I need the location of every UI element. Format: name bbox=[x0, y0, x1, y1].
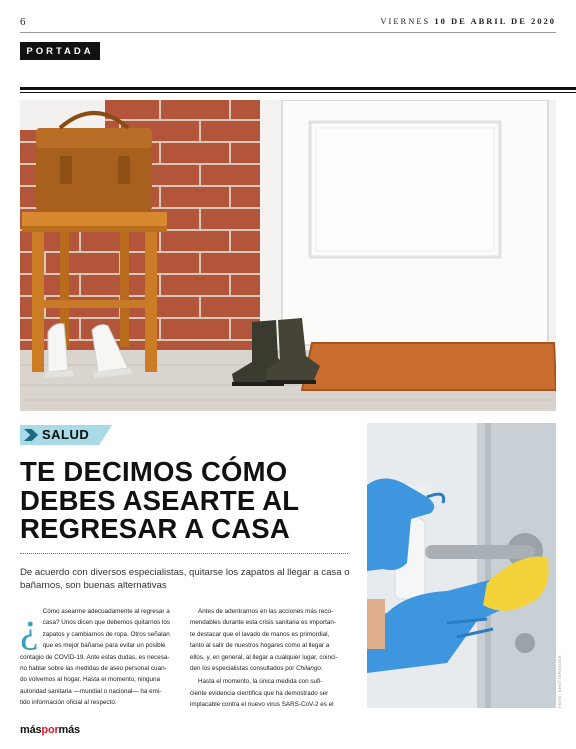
article-column-2 bbox=[190, 606, 352, 711]
date-line bbox=[380, 16, 556, 26]
body-line: casa? Unos dicen que debemos quitarnos los bbox=[42, 619, 171, 627]
drop-cap: ¿ bbox=[20, 605, 39, 651]
body-line: mendables durante esta crisis sanitaria es importan- bbox=[190, 619, 336, 627]
body-line: zapatos y cambiarnos de ropa. Otros señalan bbox=[42, 630, 170, 638]
headline-line: DEBES ASEARTE AL bbox=[20, 484, 300, 516]
body-text: . bbox=[320, 665, 323, 673]
body-line: que es mejor bañarse para evitar un posible bbox=[42, 642, 166, 650]
thick-rule bbox=[20, 87, 576, 90]
headline-line: REGRESAR A CASA bbox=[20, 513, 290, 544]
brand-text: más bbox=[20, 724, 42, 736]
body-line: autoridad sanitaria —mundial o nacional— ha emi- bbox=[20, 687, 162, 695]
headline-line: TE DECIMOS CÓMO bbox=[20, 456, 288, 487]
publication-name: Chilango bbox=[296, 665, 321, 673]
body-line: Antes de adentrarnos en las acciones más reco- bbox=[198, 608, 334, 615]
body-line: te destacar que el lavado de manos es primordial, bbox=[190, 630, 330, 638]
body-line: ciente evidencia científica que ha demostrado ser bbox=[190, 689, 329, 697]
hero-photo bbox=[20, 100, 556, 411]
body-line: implacable contra el nuevo virus SARS-CoV-2 es el bbox=[190, 701, 334, 709]
body-line: do volvemos al hogar. Hasta el momento, ninguna bbox=[20, 676, 161, 684]
hero-photo-illustration bbox=[20, 100, 556, 411]
category-badge bbox=[20, 425, 112, 445]
body-line: tido información oficial al respecto. bbox=[20, 699, 117, 707]
side-photo-illustration bbox=[367, 423, 556, 708]
thin-rule bbox=[20, 92, 576, 93]
top-rule bbox=[20, 32, 556, 33]
date-text: 10 DE ABRIL DE 2020 bbox=[434, 16, 556, 26]
brand-text-accent: por bbox=[41, 724, 59, 736]
body-line: contagio de COVID-19. Ante estas dudas, es necesa- bbox=[20, 653, 170, 661]
body-line: Hasta el momento, la única medida con sufi- bbox=[198, 678, 323, 686]
body-line bbox=[190, 663, 352, 674]
subhead: De acuerdo con diversos especialistas, quitarse los zapatos al llegar a casa o bañarnos, son buenas alternativas bbox=[20, 567, 350, 591]
category-label: SALUD bbox=[42, 427, 90, 442]
body-text: den los especialistas consultados por bbox=[190, 665, 297, 673]
body-line: ellos, y, en general, al llegar a cualquier lugar, coinci- bbox=[190, 653, 338, 661]
body-line: Cómo asearme adecuadamente al regresar a bbox=[42, 608, 170, 615]
page-number: 6 bbox=[20, 16, 26, 28]
dotted-rule bbox=[20, 553, 348, 554]
headline bbox=[20, 458, 350, 544]
brand-logo bbox=[20, 724, 80, 736]
body-line: rio hablar sobre las medidas de aseo personal cuan- bbox=[20, 665, 167, 673]
photo-credit: FOTO: SHUTTERSTOCK bbox=[557, 654, 562, 708]
body-line: tanto al salir de nuestros hogares como al llegar a bbox=[190, 642, 330, 650]
article-column-1 bbox=[20, 606, 182, 709]
brand-text: más bbox=[58, 724, 80, 736]
side-photo bbox=[367, 423, 556, 708]
section-tag: PORTADA bbox=[20, 42, 100, 60]
date-day: VIERNES bbox=[380, 16, 431, 26]
